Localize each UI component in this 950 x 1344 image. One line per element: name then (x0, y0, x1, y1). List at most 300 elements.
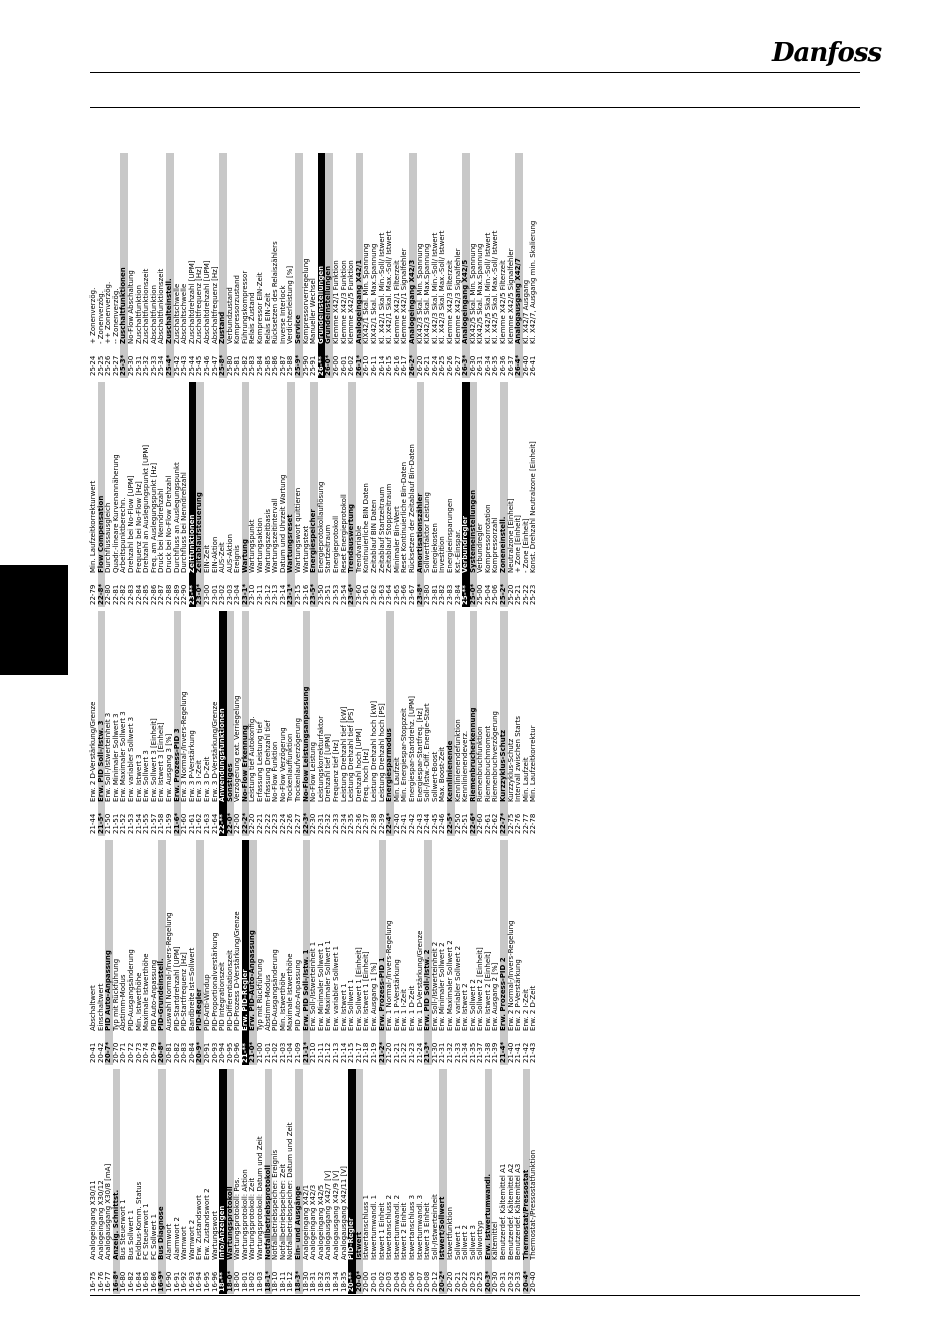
parameter-name: Typ mit Rückführung (111, 958, 120, 1031)
parameter-name: No-Flow Funktion (271, 741, 280, 802)
parameter-number: 26-36 (499, 355, 508, 376)
parameter-number: 25-90 (301, 355, 310, 376)
parameter-row (128, 153, 136, 378)
parameter-number: 21-54 (134, 813, 143, 834)
parameter-number: 18-** (218, 1272, 227, 1292)
parameter-number: 26-11 (369, 355, 378, 376)
parameter-name: Abschaltschwelle (180, 283, 189, 344)
parameter-row (462, 840, 470, 1065)
parameter-name: Verbundzustand (225, 287, 234, 344)
parameter-number: 25-06 (491, 584, 500, 605)
parameter-number: 16-90 (164, 1271, 173, 1292)
group-header-row (348, 1069, 356, 1294)
parameter-number: 20-01 (369, 1271, 378, 1292)
parameter-number: 22-76 (514, 813, 523, 834)
parameter-name: No-Flow Erkennung (240, 725, 249, 802)
parameter-number: 25-8* (218, 354, 227, 376)
parameter-name: Wartungszeitintervall (271, 498, 280, 573)
parameter-number: 22-80 (104, 584, 113, 605)
parameter-number: 23-04 (233, 584, 242, 605)
parameter-name: Erw. 1 Normal-/Invers-Regelung (385, 920, 394, 1031)
parameter-name: Bandbreite Ist=Sollwert (187, 947, 196, 1031)
parameter-number: 22-77 (521, 813, 530, 834)
parameter-number: 22-35 (347, 813, 356, 834)
parameter-number: 20-22 (461, 1271, 470, 1292)
parameter-row (113, 382, 121, 607)
subgroup-row (120, 153, 128, 378)
parameter-number: 22-26 (286, 813, 295, 834)
parameter-number: 21-1* (301, 1041, 310, 1063)
parameter-number: 16-9* (157, 1270, 166, 1292)
parameter-name: PID-Anti-Windup (202, 974, 211, 1031)
parameter-name: Analogeingang X42/3 (309, 1184, 318, 1260)
parameter-name: Erw. Prozess-PID 3 (172, 728, 181, 802)
parameter-number: 21-64 (210, 813, 219, 834)
parameter-name: Klemme X42/1 Funktion (332, 260, 340, 344)
parameter-name: Warnwort 2 (187, 1219, 196, 1260)
parameter-number: 22-22 (263, 813, 272, 834)
parameter-row (227, 153, 235, 378)
parameter-row (151, 153, 159, 378)
parameter-name: Energiespar-Startdrehz. [UPM] (407, 696, 416, 802)
parameter-number: 22-81 (111, 584, 120, 605)
parameter-row (136, 611, 144, 836)
parameter-name: Klemme X42/5 Funktion (347, 260, 356, 344)
parameter-name: Erw. Minimaler Sollwert 2 (438, 942, 447, 1031)
parameter-row (181, 1069, 189, 1294)
parameter-number: 23-** (187, 585, 196, 605)
parameter-number: 22-3* (301, 812, 310, 834)
parameter-name: Klemme X42/3 Signalfehler (453, 248, 462, 344)
parameter-number: 20-70 (111, 1042, 120, 1063)
parameter-name: Zuschaltschwelle (172, 283, 181, 344)
parameter-number: 20-4* (521, 1270, 530, 1292)
parameter-number: 21-14 (339, 1042, 348, 1063)
parameter-name: Sollwert 3 (468, 1225, 477, 1260)
parameter-number: 20-8* (157, 1041, 166, 1063)
parameter-number: 18-35 (339, 1271, 348, 1292)
parameter-number: 26-1* (354, 354, 363, 376)
section-tab (0, 565, 68, 675)
parameter-name: Grundeinstellungen (316, 265, 325, 344)
parameter-name: Inverse Interlock (278, 285, 287, 344)
parameter-number: 20-05 (400, 1271, 409, 1292)
parameter-row (325, 382, 333, 607)
parameter-name: Erfassung Drehzahl tief (263, 720, 272, 802)
parameter-name: Kl. X42/1 Skal. Min.-Soll/ Istwert (377, 232, 386, 344)
parameter-number: 20-0* (354, 1270, 363, 1292)
parameter-row (204, 382, 212, 607)
parameter-number: 22-44 (423, 813, 432, 834)
parameter-number: 20-71 (119, 1042, 128, 1063)
parameter-number: 21-43 (529, 1042, 538, 1063)
parameter-number: 25-4* (164, 354, 173, 376)
parameter-name: Energiespeicher (309, 509, 318, 573)
parameter-name: Erw. 2 D-Zeit (529, 985, 538, 1031)
parameter-name: No-Flow Abschaltung (126, 270, 135, 344)
subgroup-row (249, 840, 257, 1065)
parameter-name: + Zone [Einheit] (514, 515, 523, 573)
parameter-name: Erw. variabler Sollwert 1 (332, 945, 340, 1031)
parameter-row (287, 840, 295, 1065)
parameter-name: Analogeingang X42/1 (354, 259, 363, 344)
parameter-row (508, 382, 516, 607)
parameter-number: 25-81 (233, 355, 242, 376)
subgroup-row (196, 840, 204, 1065)
parameter-name: Min. Istwerthöhe (278, 972, 287, 1031)
parameter-name: Zuschaltfrequenz [Hz] (195, 266, 204, 344)
parameter-row (333, 840, 341, 1065)
parameter-number: 25-33 (149, 355, 158, 376)
parameter-name: PID-Proportionalverstärkung (210, 932, 219, 1031)
parameter-row (158, 611, 166, 836)
parameter-name: Sollwert-Boost (430, 751, 439, 802)
parameter-number: 22-2* (240, 812, 249, 834)
parameter-name: PID-Grundeinstell. (157, 958, 166, 1031)
parameter-name: Führungskompressor (240, 270, 249, 344)
parameter-number: 21-34 (461, 1042, 470, 1063)
parameter-row (439, 382, 447, 607)
parameter-name: Anzeig. Schnittst. (111, 1189, 120, 1260)
parameter-number: 16-96 (210, 1271, 219, 1292)
parameter-number: 26-00 (332, 355, 340, 376)
parameter-name: Istwert/Sollwert (438, 1196, 447, 1260)
parameter-number: 26-14 (377, 355, 386, 376)
parameter-number: 20-41 (89, 1042, 97, 1063)
parameter-number: 26-15 (385, 355, 394, 376)
parameter-number: 18-11 (278, 1271, 287, 1292)
parameter-number: 20-40 (529, 1271, 538, 1292)
parameter-name: Wartungswort quittieren (294, 487, 303, 573)
parameter-name: Neutralzone [Einheit] (506, 498, 515, 573)
parameter-name: Analogausgang X30/8 [mA] (104, 1163, 113, 1260)
parameter-number: 20-42 (96, 1042, 105, 1063)
parameter-number: 23-61 (362, 584, 371, 605)
parameter-name: Erw. PID Soll-/Istw. 2 (423, 949, 432, 1031)
parameter-number: 23-51 (324, 584, 333, 605)
parameter-number: 22-88 (164, 584, 173, 605)
parameter-name: Kennlinienendefunktion (453, 719, 462, 802)
parameter-name: Abschaltfrequenz [Hz] (210, 266, 219, 344)
parameter-name: Energieprotokoll (332, 515, 340, 573)
parameter-row (295, 382, 303, 607)
parameter-row (470, 1069, 478, 1294)
parameter-name: Erw. Soll-/Istwerteinheit 2 (430, 941, 439, 1031)
parameter-name: Kältemittel (491, 1221, 500, 1260)
parameter-row (174, 153, 182, 378)
parameter-number: 18-00 (233, 1271, 242, 1292)
parameter-name: Drehzahl tief [UPM] (324, 734, 333, 802)
parameter-name: Leistung Drehzahl tief [kW] (339, 706, 348, 802)
parameter-name: Wartungsaktion (256, 517, 265, 573)
parameter-number: 26-25 (438, 355, 447, 376)
parameter-row (492, 382, 500, 607)
parameter-row (508, 840, 516, 1065)
parameter-name: Kl. X42/7, Ausgang min. Skalierung (529, 220, 538, 344)
parameter-name: PID-Ausgangsänderung (271, 949, 280, 1031)
parameter-number: 21-09 (294, 1042, 303, 1063)
parameter-name: Istwertanschluss 1 (362, 1194, 371, 1260)
parameter-number: 16-85 (142, 1271, 151, 1292)
parameter-row (90, 153, 98, 378)
parameter-number: 25-32 (142, 355, 151, 376)
parameter-name: AUS-Aktion (225, 534, 234, 573)
parameter-name: Wartungsprotokoll: Zeit (248, 1177, 257, 1260)
parameter-row (303, 382, 311, 607)
parameter-number: 26-0* (324, 354, 333, 376)
parameter-row (120, 1069, 128, 1294)
parameter-number: 22-40 (392, 813, 401, 834)
parameter-row (386, 1069, 394, 1294)
parameter-name: Analogausgang X42/7 [V] (324, 1170, 333, 1260)
parameter-name: Kompressorrotation (483, 504, 492, 573)
parameter-row (272, 153, 280, 378)
parameter-name: Relais Zustand (248, 292, 257, 344)
parameter-row (189, 1069, 197, 1294)
parameter-name: Wartungswort (210, 1211, 219, 1260)
parameter-name: Systemeinstellungen (468, 489, 477, 573)
parameter-name: Zuschaltfunktionen (119, 267, 128, 344)
parameter-number: 21-18 (362, 1042, 371, 1063)
parameter-name: Erw. Istwert 1 [Einheit] (362, 951, 371, 1031)
parameter-number: 20-83 (180, 1042, 189, 1063)
parameter-name: Warnwort (180, 1226, 189, 1260)
parameter-row (265, 382, 273, 607)
parameter-number: 25-85 (263, 355, 272, 376)
parameter-number: 21-6* (172, 812, 181, 834)
parameter-number: 20-95 (225, 1042, 234, 1063)
parameter-number: 20-00 (362, 1271, 371, 1292)
parameter-row (158, 153, 166, 378)
parameter-number: 22-36 (354, 813, 363, 834)
parameter-name: Energieeinsparungen (445, 498, 454, 573)
parameter-number: 25-45 (195, 355, 204, 376)
parameter-number: 20-** (347, 1272, 356, 1292)
parameter-number: 26-16 (392, 355, 401, 376)
parameter-number: 20-93 (210, 1042, 219, 1063)
parameter-number: 21-61 (187, 813, 196, 834)
parameter-name: ++ Zonenverzög. (104, 281, 113, 344)
parameter-name: Erw. 2 Normal-/Invers-Regelung (506, 920, 515, 1031)
parameter-number: 22-85 (142, 584, 151, 605)
parameter-name: KlX42/1 Skal. Min. Spannung (362, 243, 371, 344)
parameter-number: 20-91 (202, 1042, 211, 1063)
parameter-row (379, 1069, 387, 1294)
parameter-number: 26-41 (529, 355, 538, 376)
parameter-name: Zeitablaufsteuerung (195, 492, 204, 573)
parameter-number: 18-0* (225, 1270, 234, 1292)
parameter-row (212, 1069, 220, 1294)
parameter-name: Abschaltdrehzahl [UPM] (202, 260, 211, 344)
parameter-name: Service (294, 314, 303, 344)
parameter-name: Druck bei Nenndrehzahl (157, 488, 166, 573)
parameter-row (439, 611, 447, 836)
parameter-name: Einschaltwert (96, 983, 105, 1031)
parameter-number: 22-6* (468, 812, 477, 834)
parameter-name: Durchflussausgleich (104, 502, 113, 573)
parameter-row (492, 840, 500, 1065)
parameter-name: KlX42/5 Skal. Min. Spannung (468, 243, 477, 344)
parameter-row (363, 840, 371, 1065)
parameter-number: 20-03 (385, 1271, 394, 1292)
parameter-number: 20-96 (233, 1042, 242, 1063)
parameter-name: Erw. Minimaler Sollwert 1 (316, 942, 325, 1031)
parameter-name: FC Steuerwort 1 (142, 1203, 151, 1260)
parameter-row (90, 840, 98, 1065)
parameter-number: 26-37 (506, 355, 515, 376)
parameter-name: Verdichterleistung [%] (286, 265, 295, 344)
parameter-number: 16-8* (111, 1270, 120, 1292)
parameter-number: 23-16 (301, 584, 310, 605)
parameter-name: Kst.-Einspar. (453, 529, 462, 573)
parameter-name: Trockenlaufverzögerung (294, 717, 303, 802)
subgroup-row (98, 382, 106, 607)
parameter-number: 20-20 (445, 1271, 454, 1292)
parameter-name: - Zone [Einheit] (521, 518, 530, 573)
parameter-number: 21-62 (195, 813, 204, 834)
parameter-number: 22-21 (256, 813, 265, 834)
parameter-number: 22-39 (377, 813, 386, 834)
parameter-row (249, 153, 257, 378)
parameter-name: Energieprotokollauflösung (316, 481, 325, 573)
parameter-row (318, 382, 326, 607)
parameter-name: Erw. Zustandswort 2 (202, 1188, 211, 1260)
parameter-row (455, 382, 463, 607)
parameter-name: Wartungspunkt (248, 519, 257, 573)
parameter-number: 25-30 (126, 355, 135, 376)
parameter-name: Istwertanschluss 2 (385, 1194, 394, 1260)
parameter-name: PID-Regler (195, 988, 204, 1031)
parameter-name: Quadr.-lineare Kurvenannäherung (111, 454, 120, 573)
parameter-number: 23-63 (377, 584, 386, 605)
parameter-name: Erw. Soll-/Istwerteinheit 1 (309, 941, 318, 1031)
parameter-name: Leistung tief Autokonfig. (248, 716, 257, 802)
parameter-row (530, 611, 538, 836)
subgroup-row (295, 1069, 303, 1294)
parameter-name: Erw. Sollwert 1 (347, 979, 356, 1031)
parameter-number: 26-31 (476, 355, 485, 376)
parameter-name: Abschaltwert (89, 985, 97, 1031)
parameter-name: Analogeingang X30/12 (96, 1180, 105, 1260)
parameter-row (371, 840, 379, 1065)
parameter-number: 22-34 (339, 813, 348, 834)
parameter-name: KlX42/3 Skal. Min. Spannung (415, 243, 424, 344)
parameter-name: Zuschalteinstell. (164, 278, 173, 344)
parameter-row (166, 611, 174, 836)
parameter-row (348, 611, 356, 836)
parameter-number: 21-00 (256, 1042, 265, 1063)
parameter-row (265, 611, 273, 836)
parameter-name: Erfassung Leistung tief (256, 721, 265, 802)
parameter-number: 26-2* (407, 354, 416, 376)
parameter-number: 26-10 (362, 355, 371, 376)
parameter-number: 16-91 (172, 1271, 181, 1292)
parameter-number: 16-94 (195, 1271, 204, 1292)
parameter-number: 23-65 (392, 584, 401, 605)
parameter-number: 16-77 (104, 1271, 113, 1292)
parameter-number: 25-87 (278, 355, 287, 376)
parameter-name: Kl. X42/3 Skal. Min.-Soll/ Istwert (430, 232, 439, 344)
parameter-number: 21-02 (271, 1042, 280, 1063)
parameter-name: Energiespar-Startfreq. [Hz] (415, 708, 424, 802)
parameter-row (310, 1069, 318, 1294)
parameter-name: Kurzzyklus-Schutz (506, 738, 515, 802)
parameter-name: Reset Kontinuierliche Bin-Daten (400, 461, 409, 573)
parameter-number: 21-59 (164, 813, 173, 834)
parameter-number: 26-35 (491, 355, 500, 376)
parameter-name: Sollwert 1 (453, 1225, 462, 1260)
column-3 (90, 611, 538, 836)
parameter-row (212, 840, 220, 1065)
parameter-name: PID Integrationszeit (218, 962, 227, 1031)
parameter-number: 23-8* (415, 583, 424, 605)
parameter-row (432, 1069, 440, 1294)
parameter-name: Frequenz bei No-Flow [Hz] (134, 481, 143, 573)
parameter-name: Bus Steuerwort 1 (119, 1199, 128, 1260)
parameter-number: 20-7* (104, 1041, 113, 1063)
parameter-number: 22-37 (362, 813, 371, 834)
parameter-number: 22-32 (324, 813, 333, 834)
parameter-number: 21-58 (157, 813, 166, 834)
parameter-name: Erw. 3 D-Zeit (202, 756, 211, 802)
parameter-row (212, 382, 220, 607)
parameter-name: Intervall zwischen Starts (514, 716, 523, 802)
parameter-number: 21-53 (126, 813, 135, 834)
parameter-name: KlX42/3 Skal. Max.Spannung (423, 243, 432, 344)
parameter-number: 20-31 (499, 1271, 508, 1292)
parameter-name: Verzögerung ext. Verriegelung (233, 695, 242, 802)
header-rule (90, 107, 860, 108)
parameter-row (401, 840, 409, 1065)
parameter-name: Drehzahl hoch [UPM] (354, 728, 363, 802)
parameter-name: Erw. Maximaler Sollwert 1 (324, 940, 333, 1031)
parameter-name: Amortisationszähler (415, 493, 424, 573)
parameter-name: Erw. 2 I-Zeit (521, 989, 530, 1031)
parameter-name: + Zonenverzög. (89, 287, 97, 344)
parameter-number: 18-01 (240, 1271, 249, 1292)
subgroup-row (348, 382, 356, 607)
parameter-name: Manueller Wechsel (309, 278, 318, 344)
parameter-number: 16-95 (202, 1271, 211, 1292)
parameter-number: 25-3* (119, 354, 128, 376)
parameter-name: Notfallbetriebsprotokoll (263, 1165, 272, 1260)
parameter-name: Typ mit Rückführung (256, 958, 265, 1031)
parameter-name: Erw. Minimaler Sollwert 3 (111, 713, 120, 802)
parameter-name: Leistungskorrekturfaktor (316, 715, 325, 802)
parameter-number: 20-82 (172, 1042, 181, 1063)
parameter-number: 26-26 (445, 355, 454, 376)
parameter-name: Istwert 2 Einheit (400, 1202, 409, 1260)
parameter-number: 21-44 (89, 813, 97, 834)
parameter-name: Wartungstext (301, 525, 310, 573)
parameter-row (98, 153, 106, 378)
parameter-number: 21-55 (142, 813, 151, 834)
parameter-row (151, 1069, 159, 1294)
parameter-number: 26-24 (430, 355, 439, 376)
parameter-row (447, 1069, 455, 1294)
parameter-number: 22-75 (506, 813, 515, 834)
parameter-name: Abstimm-Modus (119, 974, 128, 1031)
parameter-name: Arbeitspunktberechn. (119, 497, 128, 573)
parameter-name: Istwertumwandl. 2 (392, 1194, 401, 1260)
parameter-name: Abschaltfunktion (149, 285, 158, 344)
parameter-name: Analogeingang X42/1 (301, 1184, 310, 1260)
parameter-number: 22-** (218, 814, 227, 834)
parameter-name: Abschaltfunktionszeit (157, 268, 166, 344)
bottom-rule (90, 1295, 860, 1296)
parameter-number: 21-60 (180, 813, 189, 834)
parameter-number: 22-87 (157, 584, 166, 605)
